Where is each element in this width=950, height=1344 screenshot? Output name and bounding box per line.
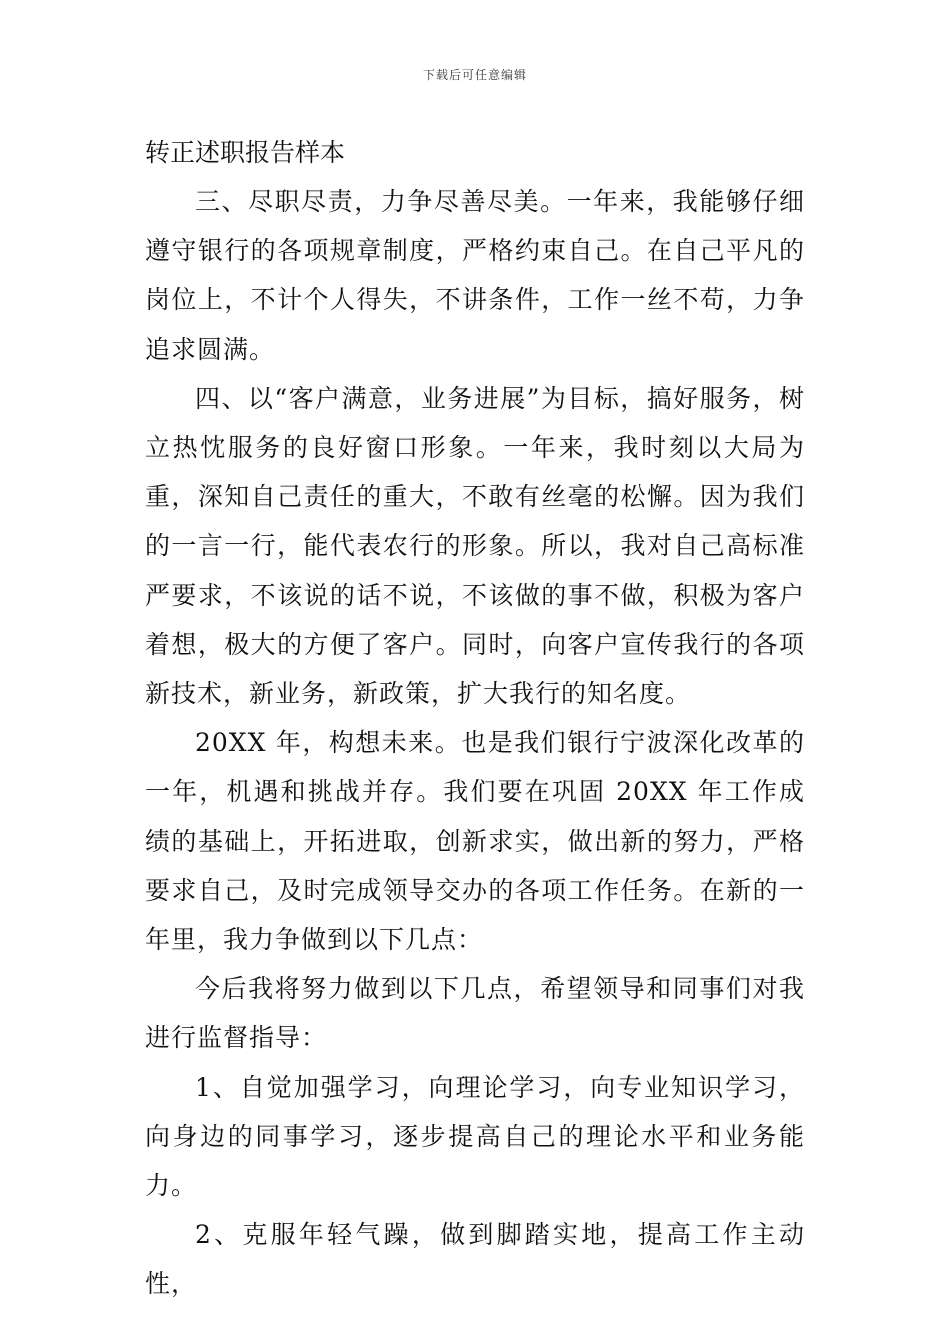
paragraph-3: 20XX 年，构想未来。也是我们银行宁波深化改革的一年，机遇和挑战并存。我们要在巩固 20XX 年工作成绩的基础上，开拓进取，创新求实，做出新的努力，严格要求自己，及时完成领导交办的各项工作任务。在新的一年里，我力争做到以下几点： [145,728,805,955]
document-body [145,128,805,1309]
paragraph-2: 四、以“客户满意，业务进展”为目标，搞好服务，树立热忱服务的良好窗口形象。一年来，我时刻以大局为重，深知自己责任的重大，不敢有丝毫的松懈。因为我们的一言一行，能代表农行的形象。所以，我对自己高标准严要求，不该说的话不说，不该做的事不做，积极为客户着想，极大的方便了客户。同时，向客户宣传我行的各项新技术，新业务，新政策，扩大我行的知名度。 [145,383,805,709]
paragraph-5: 1、自觉加强学习，向理论学习，向专业知识学习，向身边的同事学习，逐步提高自己的理论水平和业务能力。 [145,1072,805,1201]
paragraph-4: 今后我将努力做到以下几点，希望领导和同事们对我进行监督指导： [145,974,805,1053]
paragraph-6: 2、克服年轻气躁，做到脚踏实地，提高工作主动性， [145,1220,805,1299]
paragraph-1: 三、尽职尽责，力争尽善尽美。一年来，我能够仔细遵守银行的各项规章制度，严格约束自己。在自己平凡的岗位上，不计个人得失，不讲条件，工作一丝不苟，力争追求圆满。 [145,187,805,364]
header-note: 下载后可任意编辑 [422,68,527,82]
document-title: 转正述职报告样本 [145,138,346,167]
